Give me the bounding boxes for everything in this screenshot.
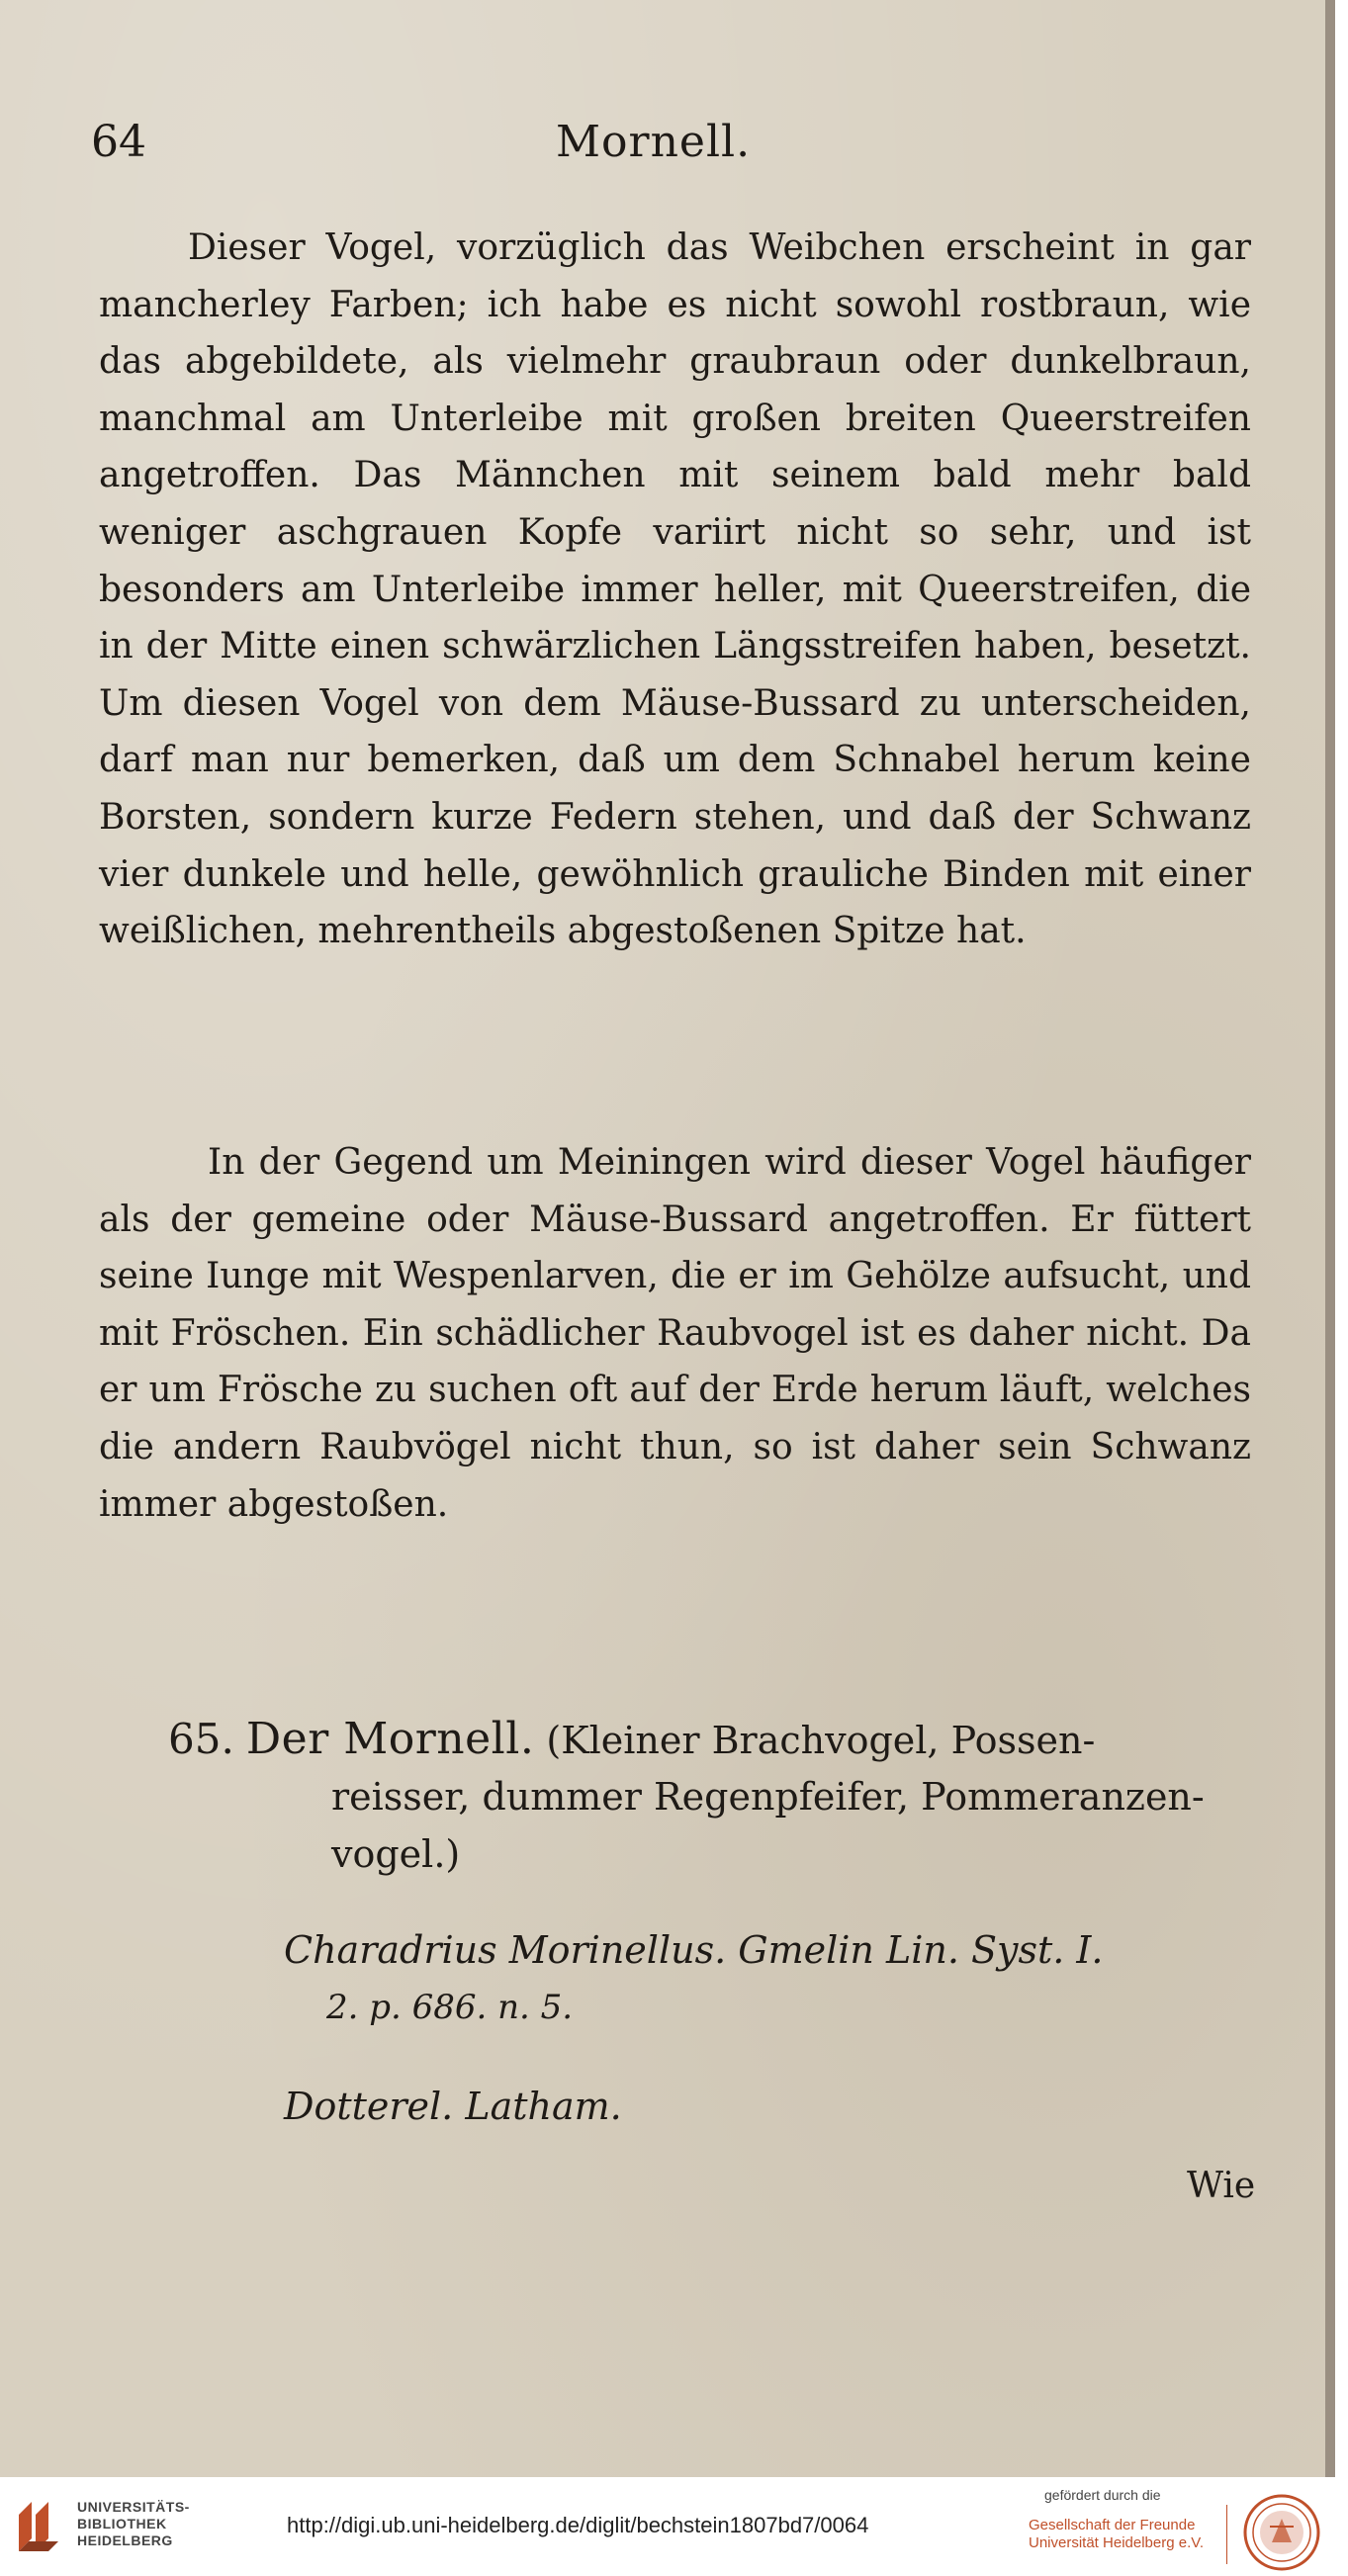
entry-synonyms-rest: reisser, dummer Regenpfeifer, Pommeranzen-vogel.) (331, 1775, 1205, 1876)
permalink-url[interactable]: http://digi.ub.uni-heidelberg.de/diglit/bechstein1807bd7/0064 (287, 2513, 869, 2537)
body-paragraph-2: In der Gegend um Meiningen wird dieser Vogel häufiger als der gemeine oder Mäuse-Bussard angetroffen. Er füttert seine Iunge mit Wespenlarven, die er im Gehölze aufsucht, und mit Fröschen. Ein schädlicher Raubvogel ist es daher nicht. Da er um Frösche zu suchen oft auf der Erde herum läuft, welches die andern Raubvögel nicht thun, so ist daher sein Schwanz immer abgestoßen. (99, 1142, 1251, 1525)
library-name-line-2: BIBLIOTHEK (77, 2516, 167, 2532)
page-number: 64 (91, 117, 146, 167)
library-name (77, 2499, 190, 2549)
library-name-line-3: HEIDELBERG (77, 2532, 173, 2548)
footer-bar (0, 2477, 1348, 2576)
page-header (91, 117, 1248, 176)
reference-latham: Dotterel. Latham. (284, 2085, 622, 2128)
running-head: Mornell. (556, 117, 752, 167)
reference-gmelin: Charadrius Morinellus. Gmelin Lin. Syst. I. (284, 1928, 1104, 1972)
entry-heading (168, 1711, 1286, 1876)
university-seal-icon (1242, 2493, 1321, 2572)
sponsor-caption: gefördert durch die (1044, 2487, 1161, 2503)
catchword: Wie (1187, 2166, 1256, 2206)
footer-divider (1226, 2505, 1227, 2564)
sponsor-name-line-1: Gesellschaft der Freunde (1029, 2517, 1196, 2533)
sponsor-name-line-2: Universität Heidelberg e.V. (1029, 2534, 1205, 2551)
entry-number: 65. (168, 1715, 234, 1763)
sponsor-block (1029, 2487, 1216, 2552)
university-library-logo-icon (14, 2497, 63, 2556)
library-name-line-1: UNIVERSITÄTS- (77, 2499, 190, 2515)
entry-title: Der Mornell. (245, 1714, 535, 1764)
reference-gmelin-continued: 2. p. 686. n. 5. (326, 1988, 574, 2027)
entry-synonyms-line-1: (Kleiner Brachvogel, Possen- (546, 1719, 1096, 1762)
body-paragraph-1: Dieser Vogel, vorzüglich das Weibchen erscheint in gar mancherley Farben; ich habe es nicht sowohl rostbraun, wie das abgebildete, als vielmehr graubraun oder dunkelbraun, manchmal am Unterleibe mit großen breiten Queerstreifen angetroffen. Das Männchen mit seinem bald mehr bald weniger aschgrauen Kopfe variirt nicht so sehr, und ist besonders am Unterleibe immer heller, mit Queerstreifen, die in der Mitte einen schwärzlichen Längsstreifen haben, besetzt. Um diesen Vogel von dem Mäuse-Bussard zu unterscheiden, darf man nur bemerken, daß um dem Schnabel herum keine Borsten, sondern kurze Federn stehen, und daß der Schwanz vier dunkele und helle, gewöhnlich grauliche Binden mit einer weißlichen, mehrentheils abgestoßenen Spitze hat. (99, 227, 1251, 952)
